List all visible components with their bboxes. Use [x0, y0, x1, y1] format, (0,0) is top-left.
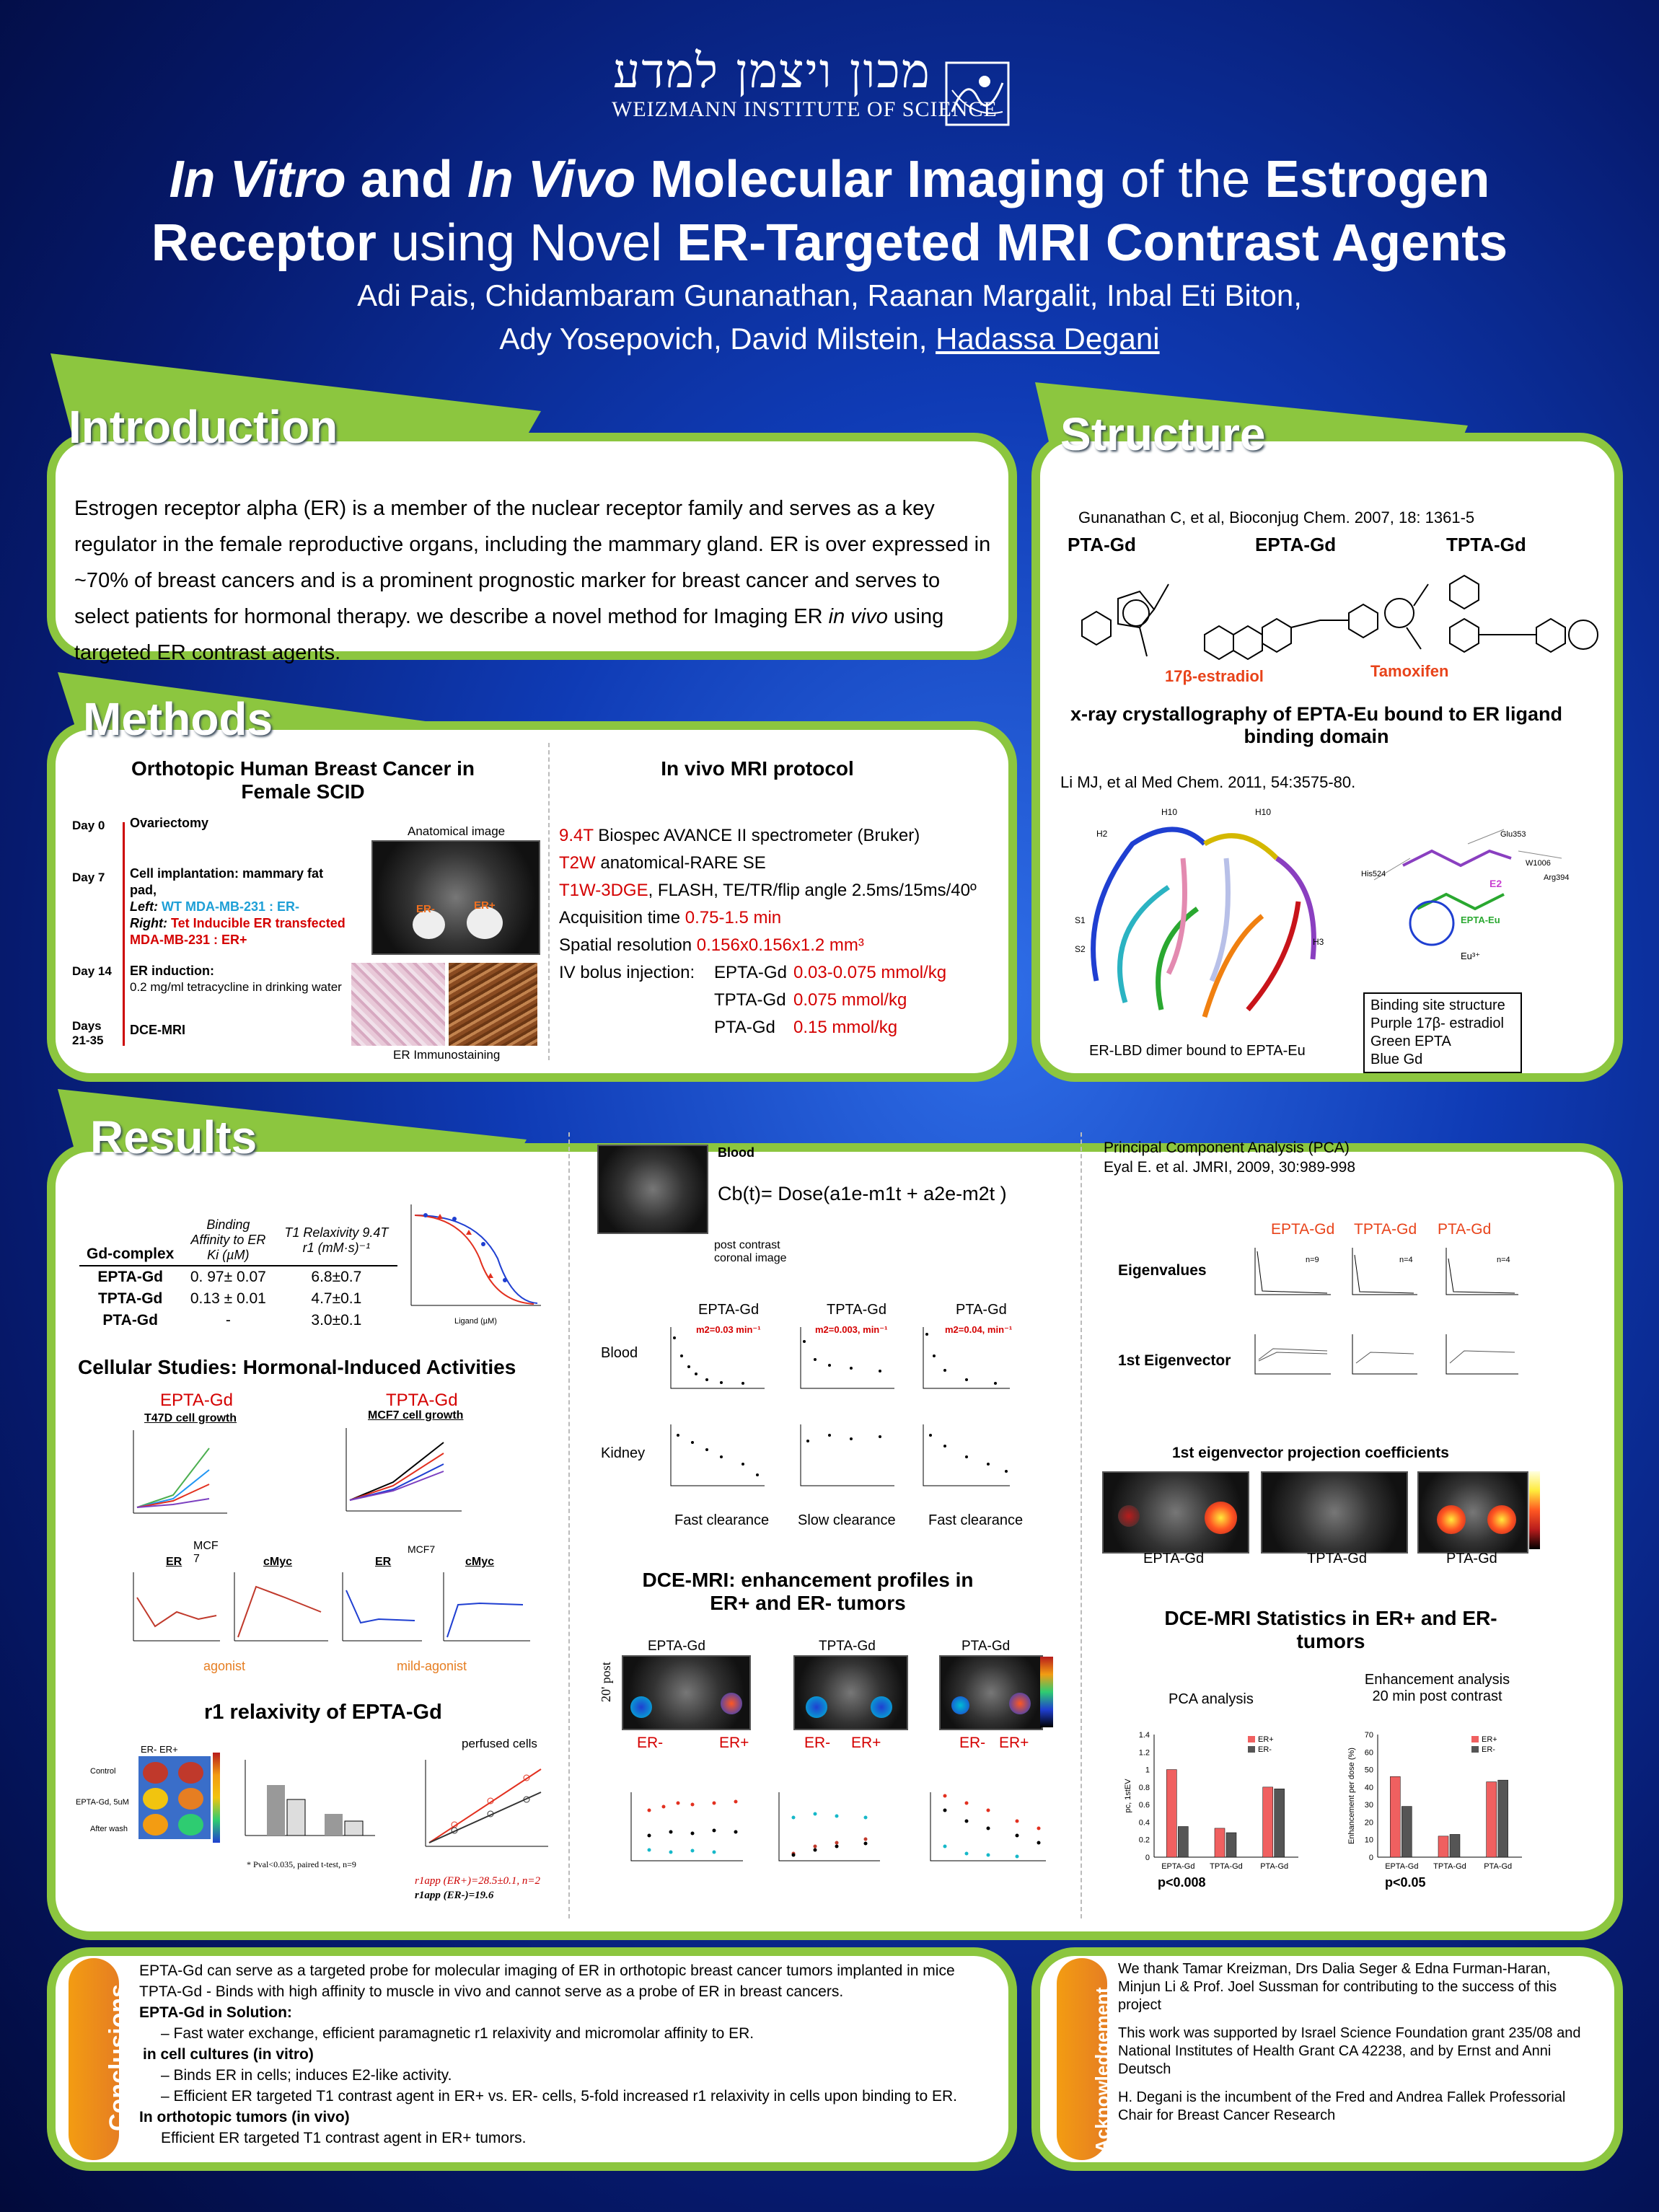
epta-label: EPTA-Gd	[160, 1391, 233, 1410]
timeline-day: Day 0	[72, 819, 105, 832]
w-label: W1006	[1526, 859, 1551, 868]
eigenvalues-label: Eigenvalues	[1118, 1262, 1207, 1279]
proj-agent: PTA-Gd	[1446, 1551, 1497, 1567]
conclusion-line: in cell cultures (in vitro)	[143, 2046, 314, 2063]
dce-title: DCE-MRI: enhancement profiles in ER+ and ER- tumors	[642, 1569, 974, 1614]
er-cmyc-mild-plot	[335, 1569, 537, 1652]
authors-line1: Adi Pais, Chidambaram Gunanathan, Raanan Margalit, Inbal Eti Biton,	[357, 278, 1302, 312]
cmyc-label: cMyc	[263, 1556, 293, 1568]
er-cmyc-plot	[126, 1569, 335, 1652]
first-eig-label: 1st Eigenvector	[1118, 1352, 1231, 1369]
chemical-structures-icon	[1060, 555, 1609, 685]
clearance-label: Slow clearance	[798, 1512, 896, 1528]
kin-agent: EPTA-Gd	[698, 1302, 760, 1318]
table-cell: EPTA-Gd	[97, 1269, 163, 1285]
epta-eu-label: EPTA-Eu	[1461, 915, 1500, 925]
kin-m2: m2=0.03 min⁻¹	[696, 1324, 761, 1335]
enh-bar-chart	[1345, 1720, 1533, 1886]
projection-title: 1st eigenvector projection coefficients	[1172, 1445, 1449, 1461]
title-part: In Vivo	[467, 151, 636, 208]
bar	[1226, 1833, 1236, 1857]
intro-tab: Introduction	[69, 401, 338, 453]
title-part: Molecular Imaging	[635, 151, 1106, 208]
well-er-minus: ER-	[141, 1744, 157, 1755]
left-value: WT MDA-MB-231 : ER-	[162, 899, 300, 914]
bar	[1178, 1827, 1188, 1858]
timeline-day: Day 14	[72, 964, 112, 978]
blood-equation: Cb(t)= Dose(a1e-m1t + a2e-m2t )	[718, 1183, 1007, 1204]
iv-dose: 0.15 mmol/kg	[793, 1018, 898, 1037]
conclusion-line: EPTA-Gd in Solution:	[139, 2004, 292, 2021]
right-value: Tet Inducible ER transfected MDA-MB-231 : ER+	[130, 916, 346, 947]
kidney-kinetics-plots	[649, 1421, 1024, 1500]
dce-colorbar	[1040, 1657, 1053, 1727]
protocol-value: , FLASH, TE/TR/flip angle 2.5ms/15ms/40º	[648, 881, 977, 900]
intro-text-italic: in vivo	[828, 605, 888, 628]
results-divider	[568, 1132, 570, 1918]
anatomical-mri-image	[371, 840, 540, 955]
arg-label: Arg394	[1544, 873, 1570, 882]
title-part: In Vitro	[169, 151, 346, 208]
bar	[1275, 1789, 1285, 1857]
table-cell: 3.0±0.1	[311, 1312, 362, 1328]
legend-label: ER-	[1482, 1745, 1495, 1754]
perfused-label: perfused cells	[462, 1737, 537, 1750]
protocol-value: Biospec AVANCE II spectrometer (Bruker)	[593, 826, 920, 845]
tick-label: 1	[1145, 1766, 1150, 1775]
legend-line: Blue Gd	[1370, 1052, 1423, 1067]
tick-label: 0.2	[1138, 1836, 1150, 1845]
colorbar	[213, 1753, 220, 1843]
tick-label: 0.6	[1138, 1801, 1150, 1810]
well-plate-image	[138, 1756, 211, 1839]
legend-label: ER+	[1482, 1735, 1497, 1744]
agonist-label: agonist	[203, 1659, 246, 1673]
pca-analysis-label: PCA analysis	[1169, 1691, 1254, 1707]
iv-agent: EPTA-Gd	[714, 963, 787, 982]
category-label: TPTA-Gd	[1433, 1862, 1466, 1871]
dce-stats-title: DCE-MRI Statistics in ER+ and ER- tumors	[1164, 1607, 1497, 1652]
kin-m2: m2=0.04, min⁻¹	[945, 1324, 1013, 1335]
mcf7-growth-plot	[335, 1424, 465, 1518]
tick-label: 1.2	[1138, 1748, 1150, 1758]
methods-right-title: In vivo MRI protocol	[661, 757, 854, 780]
svg-text:H10: H10	[1161, 807, 1178, 817]
mcf7-short-label: MCF7	[408, 1543, 436, 1555]
r1-title: r1 relaxivity of EPTA-Gd	[204, 1701, 442, 1724]
n-value: n=4	[1399, 1256, 1413, 1264]
mri-er-plus: ER+	[474, 899, 496, 912]
acknowledgement-tab-label: Acknowledgement	[1091, 1987, 1113, 2153]
iv-dose: 0.03-0.075 mmol/kg	[793, 963, 947, 982]
tick-label: 0	[1368, 1854, 1373, 1862]
kin-agent: PTA-Gd	[956, 1302, 1007, 1318]
dce-er-plus: ER+	[719, 1735, 749, 1751]
iv-agent: TPTA-Gd	[714, 990, 786, 1010]
pca-ref: Eyal E. et al. JMRI, 2009, 30:989-998	[1104, 1159, 1356, 1176]
authors-line2: Ady Yosepovich, David Milstein,	[499, 322, 936, 356]
svg-text:H10: H10	[1255, 807, 1272, 817]
category-label: PTA-Gd	[1260, 1862, 1289, 1871]
mri-er-minus: ER-	[416, 903, 435, 915]
svg-text:S1: S1	[1075, 915, 1086, 925]
well-header	[141, 1744, 178, 1755]
bar	[1438, 1836, 1448, 1857]
compound-label: TPTA-Gd	[1446, 534, 1526, 555]
r1-linear-plot	[411, 1756, 555, 1861]
dce-er-minus: ER-	[959, 1735, 986, 1751]
dce-agent: TPTA-Gd	[819, 1639, 876, 1654]
p-value: p<0.05	[1385, 1875, 1426, 1890]
kin-m2: m2=0.003, min⁻¹	[815, 1324, 888, 1335]
dce-enhancement-plots	[620, 1789, 1053, 1875]
eu-label: Eu³⁺	[1461, 951, 1481, 961]
results-divider	[1081, 1132, 1082, 1918]
table-header: Gd-complex	[87, 1246, 175, 1262]
conclusion-line: EPTA-Gd can serve as a targeted probe for molecular imaging of ER in orthotopic breast cancer tumors implanted in mice	[139, 1962, 955, 1979]
table-cell: 4.7±0.1	[311, 1290, 362, 1307]
category-label: TPTA-Gd	[1210, 1862, 1243, 1871]
t47d-growth-plot	[123, 1427, 231, 1520]
methods-tab: Methods	[83, 693, 273, 745]
right-label: Right:	[130, 916, 167, 930]
y-axis-label: pc, 1stEV	[1124, 1779, 1132, 1813]
binding-table	[79, 1215, 397, 1331]
enh-analysis-label: Enhancement analysis 20 min post contrast	[1364, 1672, 1510, 1704]
corresponding-author: Hadassa Degani	[936, 322, 1160, 356]
blood-kinetics-plots	[649, 1323, 1024, 1403]
ack-p3: H. Degani is the incumbent of the Fred and Andrea Fallek Professorial Chair for Breast Cancer Research	[1118, 2089, 1566, 2123]
tick-label: 0.8	[1138, 1783, 1150, 1792]
category-label: PTA-Gd	[1484, 1862, 1513, 1871]
iv-agent: PTA-Gd	[714, 1018, 775, 1037]
left-label: Left:	[130, 899, 158, 914]
legend-swatch	[1471, 1746, 1479, 1753]
table-cell: 6.8±0.7	[311, 1269, 362, 1285]
structure-ref1: Gunanathan C, et al, Bioconjug Chem. 2007, 18: 1361-5	[1078, 508, 1475, 526]
legend-swatch	[1248, 1746, 1255, 1753]
r1app-minus: r1app (ER-)=19.6	[415, 1890, 494, 1901]
protocol-key: 9.4T	[559, 826, 594, 845]
svg-text:H2: H2	[1096, 829, 1108, 839]
bar	[1263, 1787, 1273, 1857]
table-cell: PTA-Gd	[102, 1312, 158, 1328]
protocol-list	[559, 822, 1006, 1041]
svg-text:H3: H3	[1313, 937, 1324, 947]
dce-er-minus: ER-	[804, 1735, 831, 1751]
dce-er-plus: ER+	[999, 1735, 1029, 1751]
legend-line: Purple 17β- estradiol	[1370, 1015, 1504, 1031]
binding-site-icon	[1360, 808, 1598, 966]
ack-p2: This work was supported by Israel Science Foundation grant 235/08 and National Institutes of Health Grant CA 42238, and by Ernst and Anni Deutsch	[1118, 2025, 1581, 2077]
blood-row-label: Blood	[601, 1345, 638, 1361]
post-contrast-label: post contrast coronal image	[714, 1239, 787, 1264]
conclusion-line: Efficient ER targeted T1 contrast agent in ER+ tumors.	[161, 2130, 527, 2146]
ribbon-caption: ER-LBD dimer bound to EPTA-Eu	[1089, 1043, 1306, 1059]
dce-er-minus: ER-	[637, 1735, 664, 1751]
protocol-value: 0.75-1.5 min	[685, 908, 782, 927]
legend-label: ER+	[1258, 1735, 1274, 1744]
tpta-label: TPTA-Gd	[386, 1391, 458, 1410]
title-part: using Novel	[376, 214, 677, 272]
iv-dose: 0.075 mmol/kg	[793, 990, 907, 1010]
category-label: EPTA-Gd	[1385, 1862, 1419, 1871]
dce-image-pta	[939, 1655, 1043, 1730]
dce-er-plus: ER+	[851, 1735, 881, 1751]
pca-agent: TPTA-Gd	[1354, 1221, 1417, 1238]
immunostain-er-minus-image	[351, 963, 445, 1046]
binding-curve-plot	[397, 1201, 555, 1327]
legend-swatch	[1471, 1736, 1479, 1742]
cell-implant: Cell implantation: mammary fat pad,	[130, 866, 324, 897]
intro-text-a: Estrogen receptor alpha (ER) is a member of the nuclear receptor family and serves as a key regulator in the female reproductive organs, including the mammary gland. ER is over expressed in ~70% of breast cancers and is a prominent prognostic marker for breast cancer and serves to select patients for hormonal therapy. we describe a novel method for Imaging ER	[74, 497, 991, 628]
conclusion-line: – Efficient ER targeted T1 contrast agent in ER+ vs. ER- cells, 5-fold increased r1 relaxivity in cells upon binding to ER.	[161, 2088, 958, 2105]
e2-label: E2	[1489, 878, 1502, 889]
structure-tab: Structure	[1060, 408, 1266, 460]
bar	[1390, 1776, 1400, 1857]
protocol-key: Acquisition time	[559, 908, 685, 927]
acknowledgement-tab	[1057, 1958, 1113, 2160]
binding-plot-xlabel: Ligand (µM)	[454, 1317, 497, 1326]
pca-bar-chart	[1122, 1720, 1309, 1886]
clearance-label: Fast clearance	[674, 1512, 770, 1528]
bar	[1450, 1834, 1460, 1857]
anatomical-label: Anatomical image	[408, 824, 506, 838]
weizmann-logo-icon	[945, 61, 1010, 126]
tick-label: 30	[1364, 1801, 1373, 1810]
dce-image-epta	[622, 1655, 751, 1730]
tick-label: 40	[1364, 1783, 1373, 1792]
legend-line: Binding site structure	[1370, 997, 1505, 1013]
bar	[1166, 1770, 1176, 1857]
bar	[1498, 1780, 1508, 1857]
table-cell: TPTA-Gd	[97, 1290, 163, 1307]
compound-label: EPTA-Gd	[1255, 534, 1337, 555]
conclusions-text	[139, 1960, 998, 2149]
table-cell: 0.13 ± 0.01	[190, 1290, 266, 1307]
results-tab: Results	[90, 1111, 258, 1163]
pca-agent: EPTA-Gd	[1271, 1221, 1335, 1238]
dce-agent: PTA-Gd	[961, 1639, 1011, 1654]
dce-image-tpta	[793, 1655, 908, 1730]
pca-agent: PTA-Gd	[1438, 1221, 1492, 1238]
n-value: n=9	[1306, 1256, 1319, 1264]
mcf7-label: MCF7 cell growth	[368, 1409, 464, 1422]
pca-title: Principal Component Analysis (PCA)	[1104, 1140, 1350, 1156]
his-label: His524	[1361, 870, 1386, 878]
immunostain-label: ER Immunostaining	[393, 1048, 501, 1062]
pval-label: * Pval<0.035, paired t-test, n=9	[247, 1859, 356, 1869]
er-induction: ER induction:	[130, 964, 214, 978]
conclusion-line: In orthotopic tumors (in vivo)	[139, 2109, 350, 2125]
title-part: and	[346, 151, 467, 208]
title-part: of the	[1106, 151, 1265, 208]
conclusion-line: TPTA-Gd - Binds with high affinity to muscle in vivo and cannot serve as a probe of ER in breast cancers.	[139, 1983, 844, 2000]
table-cell: 0. 97± 0.07	[190, 1269, 266, 1285]
blood-coronal-image	[597, 1145, 708, 1234]
timeline-day: Day 7	[72, 871, 105, 884]
n-value: n=4	[1497, 1256, 1510, 1264]
kidney-row-label: Kidney	[601, 1445, 646, 1461]
title-part: Estrogen	[1264, 151, 1490, 208]
er-label: ER	[166, 1556, 182, 1568]
mcf-label: MCF 7	[193, 1540, 219, 1565]
glu-label: Glu353	[1500, 830, 1526, 839]
acknowledgement-text	[1118, 1960, 1594, 2125]
timeline-day: Days 21-35	[72, 1019, 104, 1047]
post20-label: 20' post	[599, 1662, 613, 1702]
bar	[1401, 1807, 1412, 1857]
legend-label: ER-	[1258, 1745, 1272, 1754]
projection-image-pta	[1417, 1471, 1528, 1554]
timeline-event	[130, 963, 342, 995]
poster-title	[0, 148, 1659, 275]
protocol-key: T1W-3DGE	[559, 881, 648, 900]
cellular-title: Cellular Studies: Hormonal-Induced Activities	[78, 1356, 516, 1378]
tamoxifen-label: Tamoxifen	[1370, 662, 1449, 680]
er-label: ER	[375, 1556, 392, 1568]
estradiol-label: 17β-estradiol	[1165, 667, 1264, 685]
induction-detail: 0.2 mg/ml tetracycline in drinking water	[130, 980, 342, 994]
xray-title: x-ray crystallography of EPTA-Eu bound to ER ligand binding domain	[1070, 703, 1563, 747]
projection-image-tpta	[1261, 1471, 1408, 1554]
kin-agent: TPTA-Gd	[827, 1302, 886, 1318]
wells-row-label: EPTA-Gd, 5uM	[76, 1798, 129, 1807]
r1app-plus: r1app (ER+)=28.5±0.1, n=2	[415, 1875, 541, 1887]
cmyc-label: cMyc	[465, 1556, 495, 1568]
tick-label: 50	[1364, 1766, 1373, 1775]
p-value: p<0.008	[1158, 1875, 1206, 1890]
binding-legend	[1363, 992, 1522, 1073]
timeline-event: DCE-MRI	[130, 1023, 185, 1037]
methods-divider	[548, 743, 550, 1060]
wells-row-label: After wash	[90, 1825, 128, 1833]
wells-row-label: Control	[90, 1767, 116, 1776]
protein-ribbon-icon	[1060, 801, 1349, 1039]
y-axis-label: Enhancement per dose (%)	[1347, 1748, 1356, 1844]
timeline-event	[130, 865, 353, 948]
category-label: EPTA-Gd	[1161, 1862, 1195, 1871]
tick-label: 70	[1364, 1731, 1373, 1740]
structure-ref2: Li MJ, et al Med Chem. 2011, 54:3575-80.	[1060, 773, 1356, 791]
bar	[1487, 1782, 1497, 1857]
legend-line: Green EPTA	[1370, 1034, 1451, 1049]
tick-label: 1.4	[1138, 1731, 1150, 1740]
compound-label: PTA-Gd	[1068, 534, 1136, 555]
eigenvalue-plots	[1244, 1244, 1533, 1309]
proj-agent: TPTA-Gd	[1307, 1551, 1367, 1567]
clearance-label: Fast clearance	[928, 1512, 1024, 1528]
conclusion-line: – Binds ER in cells; induces E2-like activity.	[161, 2067, 452, 2084]
legend-swatch	[1248, 1736, 1255, 1742]
intro-text	[74, 490, 994, 671]
conclusion-line: – Fast water exchange, efficient paramagnetic r1 relaxivity and micromolar affinity to ER.	[161, 2025, 754, 2042]
immunostain-er-plus-image	[449, 963, 537, 1046]
eigenvector-plots	[1244, 1331, 1533, 1388]
protocol-key: T2W	[559, 853, 596, 873]
svg-text:S2: S2	[1075, 944, 1086, 954]
timeline-event: Ovariectomy	[130, 816, 209, 830]
table-cell: -	[225, 1312, 231, 1328]
dce-agent: EPTA-Gd	[648, 1639, 705, 1654]
tick-label: 10	[1364, 1836, 1373, 1845]
table-header: Binding Affinity to ER Ki (µM)	[190, 1217, 266, 1262]
conclusions-tab	[69, 1958, 132, 2160]
logo-english: WEIZMANN INSTITUTE OF SCIENCE	[612, 97, 998, 121]
title-part: ER-Targeted MRI Contrast Agents	[677, 214, 1508, 272]
title-part: Receptor	[151, 214, 377, 272]
protocol-key: Spatial resolution	[559, 935, 697, 955]
iv-label: IV bolus injection:	[559, 963, 695, 982]
protocol-value: anatomical-RARE SE	[595, 853, 766, 873]
tick-label: 0	[1145, 1854, 1150, 1862]
bar	[1215, 1828, 1225, 1857]
timeline-line	[123, 822, 125, 1046]
blood-title: Blood	[718, 1145, 754, 1160]
tick-label: 20	[1364, 1818, 1373, 1828]
methods-left-title: Orthotopic Human Breast Cancer in Female SCID	[131, 757, 475, 803]
authors	[0, 274, 1659, 361]
intro-text-b: using targeted ER contrast agents.	[74, 605, 944, 664]
logo-hebrew: מכון ויצמן למדע	[613, 43, 931, 99]
ack-p1: We thank Tamar Kreizman, Drs Dalia Seger & Edna Furman-Haran, Minjun Li & Prof. Joel Sussman for contributing to the success of this project	[1118, 1961, 1557, 2013]
table-header: T1 Relaxivity 9.4T r1 (mM·s)⁻¹	[284, 1225, 389, 1255]
mild-agonist-label: mild-agonist	[397, 1659, 467, 1673]
conclusions-tab-label: Conclusions	[105, 1983, 132, 2131]
projection-colorbar	[1529, 1471, 1540, 1549]
protocol-value: 0.156x0.156x1.2 mm³	[696, 935, 864, 955]
well-er-plus: ER+	[159, 1744, 178, 1755]
projection-image-epta	[1102, 1471, 1249, 1554]
r1-bar-plot	[231, 1756, 382, 1850]
proj-agent: EPTA-Gd	[1143, 1551, 1205, 1567]
t47d-label: T47D cell growth	[144, 1412, 237, 1424]
tick-label: 60	[1364, 1748, 1373, 1758]
tick-label: 0.4	[1138, 1818, 1150, 1828]
